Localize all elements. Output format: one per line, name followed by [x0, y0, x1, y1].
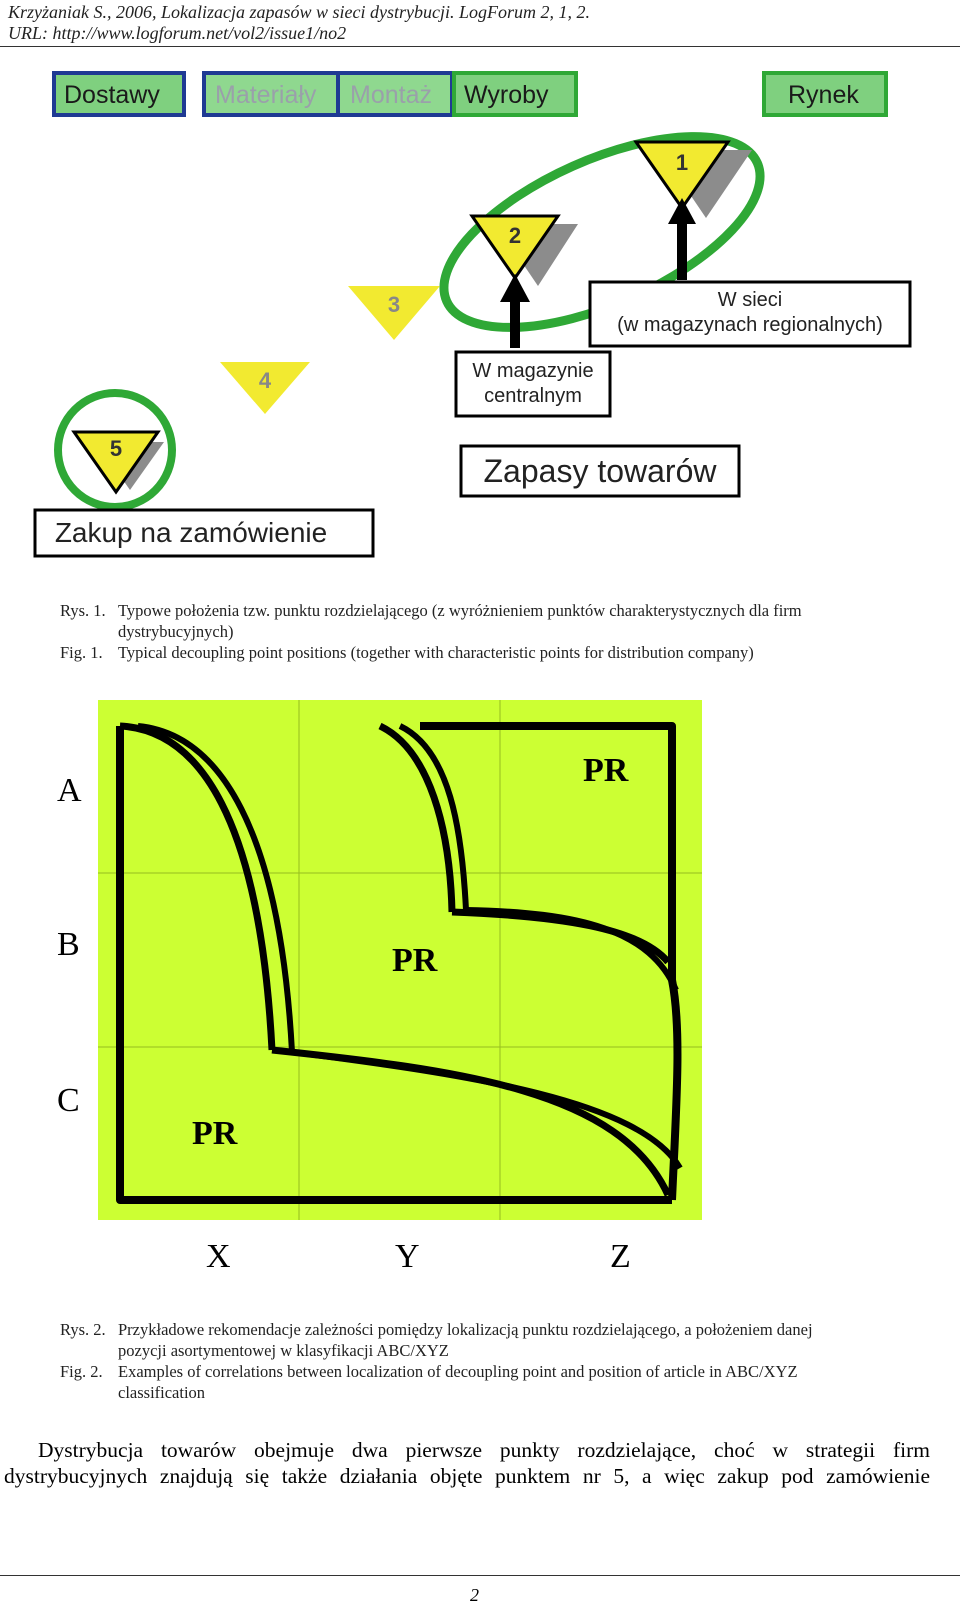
- caption1-en-number: Fig. 1.: [60, 643, 103, 662]
- box-w-magazynie-line1: W magazynie: [472, 360, 594, 382]
- header-divider: [0, 46, 960, 47]
- box-w-sieci: [590, 282, 910, 346]
- row-label-b: B: [57, 926, 80, 963]
- col-label-y: Y: [395, 1238, 420, 1275]
- caption1-en-text: Typical decoupling point positions (together with characteristic points for distribution company): [118, 643, 754, 662]
- caption1-pl-text: Typowe położenia tzw. punktu rozdzielającego (z wyróżnieniem punktów charakterystycznych dla firm: [118, 601, 802, 620]
- stage-label-montaz: Montaż: [350, 81, 432, 109]
- arrow-to-point-2: [500, 274, 530, 348]
- region-label-pr-middle: PR: [392, 942, 438, 979]
- col-label-x: X: [206, 1238, 231, 1275]
- caption-figure-1: [60, 600, 940, 663]
- footer-divider: [0, 1575, 960, 1576]
- box-zapasy-towarow: [461, 446, 739, 496]
- decoupling-point-1: [636, 142, 752, 218]
- region-label-pr-bottom: PR: [192, 1115, 238, 1152]
- region-label-pr-top: PR: [583, 752, 629, 789]
- caption1-pl-number: Rys. 1.: [60, 601, 106, 620]
- citation-url: URL: http://www.logforum.net/vol2/issue1/no2: [8, 23, 347, 43]
- box-w-sieci-line2: (w magazynach regionalnych): [617, 314, 883, 336]
- point-3-label: 3: [387, 292, 401, 317]
- row-label-c: C: [57, 1082, 80, 1119]
- caption2-pl-text-cont: pozycji asortymentowej w klasyfikacji ABC/XYZ: [118, 1341, 449, 1360]
- stage-label-wyroby: Wyroby: [464, 81, 549, 109]
- caption1-pl-text-cont: dystrybucyjnych): [118, 622, 234, 641]
- point-4-label: 4: [258, 368, 272, 393]
- point-2-label: 2: [508, 223, 522, 248]
- row-label-a: A: [57, 772, 82, 809]
- figure-1-decoupling-points: [0, 50, 960, 590]
- caption2-en-number: Fig. 2.: [60, 1362, 103, 1381]
- page-number: 2: [470, 1585, 479, 1605]
- point-5-label: 5: [109, 436, 123, 461]
- stage-label-materialy: Materiały: [215, 81, 317, 109]
- caption2-en-text: Examples of correlations between localization of decoupling point and position of article in ABC/XYZ: [118, 1362, 798, 1381]
- citation-header: Krzyżaniak S., 2006, Lokalizacja zapasów w sieci dystrybucji. LogForum 2, 1, 2.: [8, 2, 590, 22]
- box-zapasy-label: Zapasy towarów: [483, 453, 717, 489]
- caption2-en-text-cont: classification: [118, 1383, 206, 1402]
- body-paragraph-line-1: Dystrybucja towarów obejmuje dwa pierwsze punkty rozdzielające, choć w strategii firm: [38, 1438, 930, 1462]
- stage-label-dostawy: Dostawy: [64, 81, 160, 109]
- decoupling-point-5: [74, 432, 164, 492]
- point-1-label: 1: [675, 150, 689, 175]
- decoupling-point-3: [348, 286, 440, 340]
- col-label-z: Z: [610, 1238, 631, 1275]
- caption-figure-2: [60, 1319, 940, 1403]
- decoupling-point-4: [220, 362, 310, 414]
- box-w-magazynie: [456, 352, 610, 416]
- figure-2-abc-xyz-matrix: [0, 690, 960, 1290]
- box-w-magazynie-line2: centralnym: [484, 385, 582, 407]
- decoupling-point-2: [472, 216, 578, 286]
- box-zakup-label: Zakup na zamówienie: [54, 517, 328, 548]
- body-paragraph-line-2: dystrybucyjnych znajdują się także działania objęte punktem nr 5, a więc zakup pod zamówienie: [4, 1464, 930, 1488]
- caption2-pl-text: Przykładowe rekomendacje zależności pomiędzy lokalizacją punktu rozdzielającego, a położeniem danej: [118, 1320, 813, 1339]
- box-zakup-na-zamowienie: [35, 510, 373, 556]
- box-w-sieci-line1: W sieci: [717, 289, 783, 311]
- stage-label-rynek: Rynek: [788, 81, 859, 109]
- caption2-pl-number: Rys. 2.: [60, 1320, 106, 1339]
